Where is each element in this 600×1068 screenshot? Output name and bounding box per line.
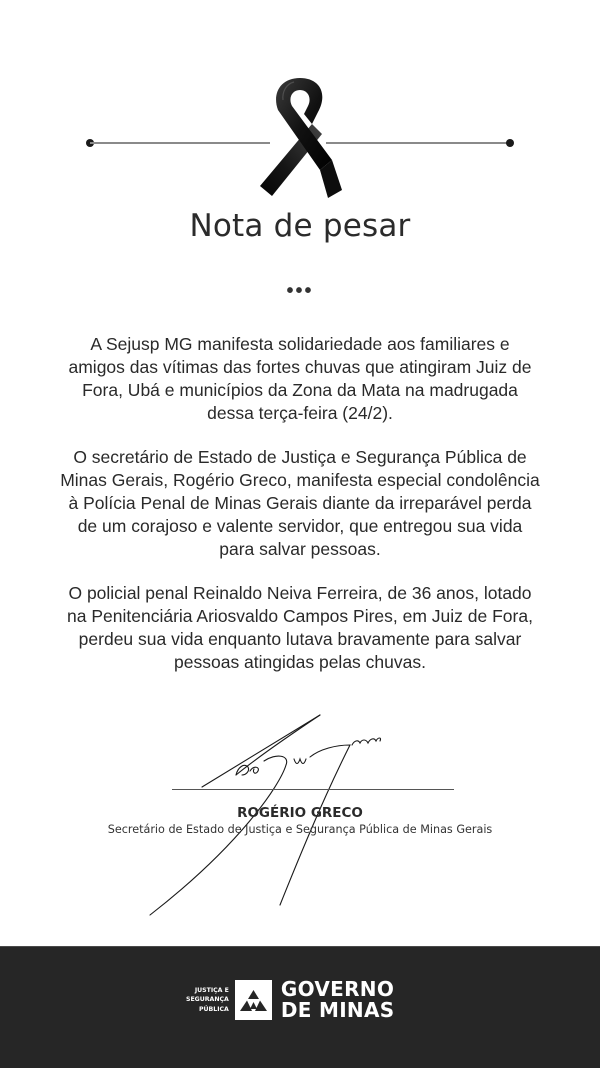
paragraph-officer: O policial penal Reinaldo Neiva Ferreira, de 36 anos, lotado na Penitenciária Ariosvaldo Campos Pires, em Juiz de Fora, perdeu sua vida enquanto lutava bravamente para salvar pessoas atingidas pelas chuvas.: [67, 583, 533, 672]
department-line-2: SEGURANÇA: [186, 996, 229, 1004]
title-separator: •••: [286, 280, 314, 302]
divider-line-left: [90, 142, 270, 144]
footer-bar: [0, 946, 600, 1068]
signature-line: [172, 789, 454, 790]
department-label: [186, 986, 229, 1015]
divider-line-right: [326, 142, 510, 144]
paragraph-solidarity: A Sejusp MG manifesta solidariedade aos familiares e amigos das vítimas das fortes chuvas que atingiram Juiz de Fora, Ubá e municípios da Zona da Mata na madrugada dessa terça-feira (24/2).: [68, 334, 532, 423]
divider-dot-right: [506, 139, 514, 147]
signer-role: Secretário de Estado de Justiça e Segurança Pública de Minas Gerais: [107, 823, 493, 836]
signer-name: ROGÉRIO GRECO: [237, 805, 363, 821]
page-title: Nota de pesar: [189, 208, 411, 244]
governo-minas-triangle-logo-icon: [235, 980, 272, 1020]
brand-line-1: GOVERNO: [280, 977, 395, 1001]
government-logo-lockup: [186, 979, 394, 1021]
department-line-1: JUSTIÇA E: [194, 986, 229, 994]
mourning-ribbon-icon: [250, 74, 350, 200]
department-line-3: PÚBLICA: [199, 1005, 229, 1013]
paragraph-condolence: O secretário de Estado de Justiça e Segurança Pública de Minas Gerais, Rogério Greco, manifesta especial condolência à Polícia Penal de Minas Gerais diante da irreparável perda de um corajoso e valente servidor, que entregou sua vida para salvar pessoas.: [60, 447, 540, 559]
brand-line-2: DE MINAS: [280, 998, 395, 1022]
governo-de-minas-wordmark: [281, 979, 395, 1021]
